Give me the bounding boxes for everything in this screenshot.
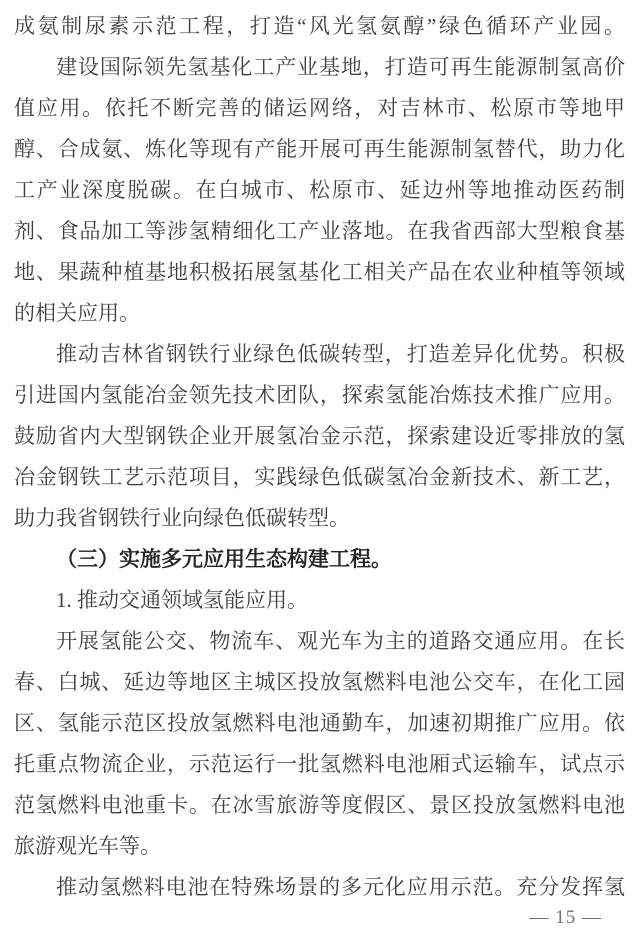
text-line: 工产业深度脱碳。在白城市、松原市、延边州等地推动医药制	[14, 178, 625, 202]
text-line: 区、氢能示范区投放氢燃料电池通勤车，加速初期推广应用。依	[14, 711, 625, 735]
text-line: 春、白城、延边等地区主城区投放氢燃料电池公交车，在化工园	[14, 670, 625, 694]
text-line: 鼓励省内大型钢铁企业开展氢冶金示范，探索建设近零排放的氢	[14, 424, 625, 448]
text-line: 助力我省钢铁行业向绿色低碳转型。	[14, 506, 350, 530]
text-line: 范氢燃料电池重卡。在冰雪旅游等度假区、景区投放氢燃料电池	[14, 793, 625, 817]
text-line: 推动氢燃料电池在特殊场景的多元化应用示范。充分发挥氢	[56, 875, 625, 899]
text-line: 引进国内氢能冶金领先技术团队，探索氢能冶炼技术推广应用。	[14, 383, 625, 407]
text-line: 剂、食品加工等涉氢精细化工产业落地。在我省西部大型粮食基	[14, 219, 625, 243]
section-heading: （三）实施多元应用生态构建工程。	[56, 547, 392, 571]
text-line: 托重点物流企业，示范运行一批氢燃料电池厢式运输车，试点示	[14, 752, 625, 776]
text-line: 的相关应用。	[14, 301, 140, 325]
text-line: 推动吉林省钢铁行业绿色低碳转型，打造差异化优势。积极	[56, 342, 625, 366]
text-line: 地、果蔬种植基地积极拓展氢基化工相关产品在农业种植等领域	[14, 260, 625, 284]
text-line: 成氨制尿素示范工程，打造“风光氢氨醇”绿色循环产业园。	[14, 14, 625, 38]
document-lines	[14, 6, 625, 908]
text-line: 旅游观光车等。	[14, 834, 161, 858]
text-line: 开展氢能公交、物流车、观光车为主的道路交通应用。在长	[56, 629, 625, 653]
page-number: — 15 —	[529, 907, 602, 928]
text-line: 醇、合成氨、炼化等现有产能开展可再生能源制氢替代，助力化	[14, 137, 625, 161]
text-line: 冶金钢铁工艺示范项目，实践绿色低碳氢冶金新技术、新工艺，	[14, 465, 625, 489]
text-line: 1. 推动交通领域氢能应用。	[56, 588, 308, 612]
text-line: 值应用。依托不断完善的储运网络，对吉林市、松原市等地甲	[14, 96, 625, 120]
text-line: 建设国际领先氢基化工产业基地，打造可再生能源制氢高价	[56, 55, 625, 79]
